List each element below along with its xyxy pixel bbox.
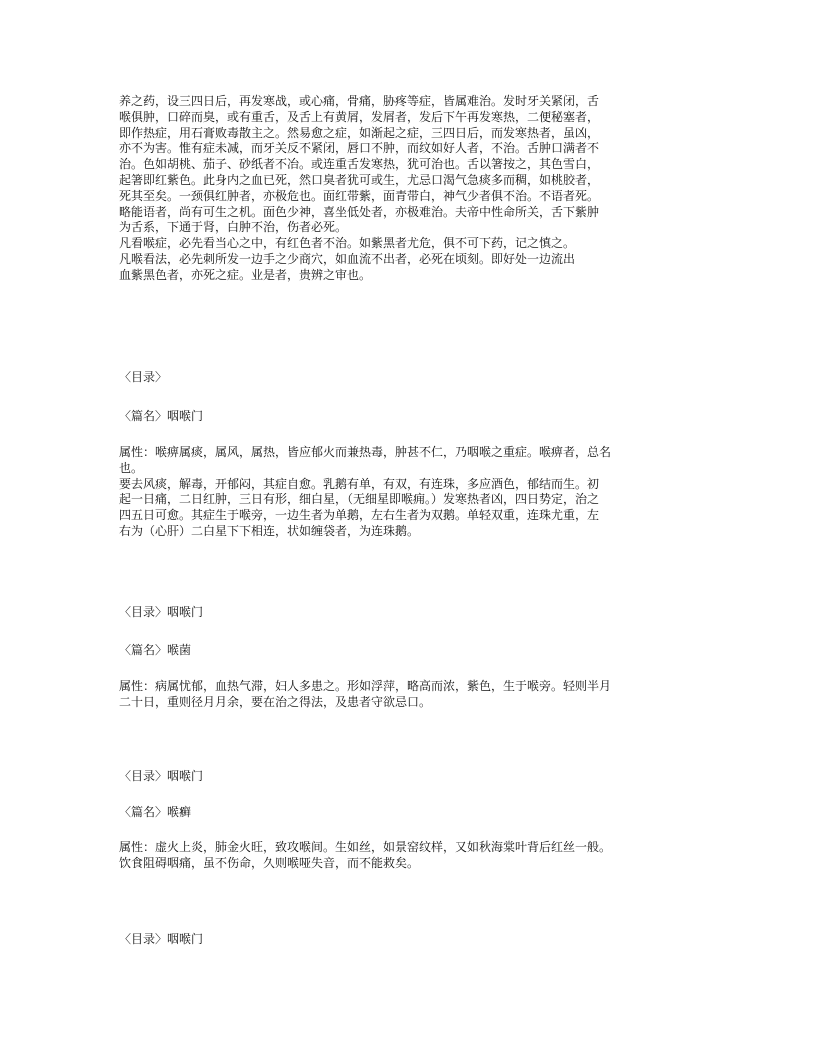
title-text: 〈篇名〉咽喉门 xyxy=(119,409,204,423)
title-text: 〈篇名〉喉菌 xyxy=(119,643,192,657)
section-body xyxy=(119,679,619,711)
text-line: 起箸即红紫色。此身内之血已死，然口臭者犹可或生，尤忌口渴气急痰多而稠，如桃胶者， xyxy=(119,172,600,187)
text-line: 右为（心肝）二白星下下相连，状如缠袋者，为连珠鹅。 xyxy=(119,523,420,538)
section-title xyxy=(119,805,619,821)
text-line: 也。 xyxy=(119,460,144,475)
section-title xyxy=(119,643,619,659)
text-line: 属性：喉痹属痰，属风，属热，皆应郁火而兼热毒，肿甚不仁，乃咽喉之重症。喉痹者，总名 xyxy=(119,445,612,459)
text-line: 血紫黑色者，亦死之症。业是者，贵辨之审也。 xyxy=(119,267,372,282)
text-line: 养之药，设三四日后，再发寒战，或心痛，骨痛，胁疼等症，皆属难治。发时牙关紧闭，舌 xyxy=(119,94,600,108)
section-body xyxy=(119,445,619,540)
text-line: 死其至矣。一颈俱红肿者，亦极危也。面红带紫，面青带白，神气少者俱不治。不语者死。 xyxy=(119,188,600,203)
text-line: 亦不为害。惟有症未减，而牙关反不紧闭，唇口不肿，而纹如好人者，不治。舌肿口满者不 xyxy=(119,141,600,156)
toc-text: 〈目录〉咽喉门 xyxy=(119,605,204,619)
toc-label xyxy=(119,605,619,621)
text-line: 饮食阻碍咽痛，虽不伤命，久则喉哑失音，而不能救矣。 xyxy=(119,855,420,870)
text-line: 凡喉看法，必先刺所发一边手之少商穴，如血流不出者，必死在顷刻。即好处一边流出 xyxy=(119,251,576,266)
text-line: 为舌系，下通于肾，白肿不治，伤者必死。 xyxy=(119,220,348,235)
text-line: 属性：病属忧郁，血热气滞，妇人多患之。形如浮萍，略高而浓，紫色，生于喉旁。轻则半月 xyxy=(119,679,612,693)
section-body xyxy=(119,840,619,872)
toc-label xyxy=(119,932,619,948)
toc-label xyxy=(119,769,619,785)
text-line: 起一日痛，二日红肿，三日有形，细白星，（无细星即喉痈。）发寒热者凶，四日势定，治之 xyxy=(119,492,600,507)
text-line: 治。色如胡桃、茄子、砂纸者不冶。或连重舌发寒热，犹可治也。舌以箸按之，其色雪白， xyxy=(119,157,600,172)
section-title xyxy=(119,409,619,425)
text-line: 四五日可愈。其症生于喉旁，一边生者为单鹅，左右生者为双鹅。单轻双重，连珠尤重，左 xyxy=(119,508,600,523)
text-line: 要去风痰，解毒，开郁闷，其症自愈。乳鹅有单，有双，有连珠，多应酒色，郁结而生。初 xyxy=(119,476,600,491)
text-line: 属性：虚火上炎，肺金火旺，致攻喉间。生如丝，如景窑纹样，又如秋海棠叶背后红丝一般。 xyxy=(119,840,612,854)
text-line: 凡看喉症，必先看当心之中，有红色者不治。如紫黑者尤危，俱不可下药，记之慎之。 xyxy=(119,236,576,251)
text-line: 即作热症，用石膏败毒散主之。然易愈之症，如渐起之症，三四日后，而发寒热者，虽凶， xyxy=(119,125,600,140)
toc-text: 〈目录〉咽喉门 xyxy=(119,769,204,783)
intro-paragraph xyxy=(119,94,619,284)
text-line: 喉俱肿，口碎而臭，或有重舌，及舌上有黄屑，发屑者，发后下午再发寒热，二便秘塞者， xyxy=(119,109,600,124)
title-text: 〈篇名〉喉癣 xyxy=(119,805,192,819)
text-line: 略能语者，尚有可生之机。面色少神，喜坐低处者，亦极难治。夫帝中性命所关，舌下紫肿 xyxy=(119,204,600,219)
toc-label xyxy=(119,370,619,386)
toc-text: 〈目录〉咽喉门 xyxy=(119,932,204,946)
text-line: 二十日，重则径月月余，要在治之得法，及患者守欲忌口。 xyxy=(119,694,432,709)
toc-text: 〈目录〉 xyxy=(119,370,168,384)
